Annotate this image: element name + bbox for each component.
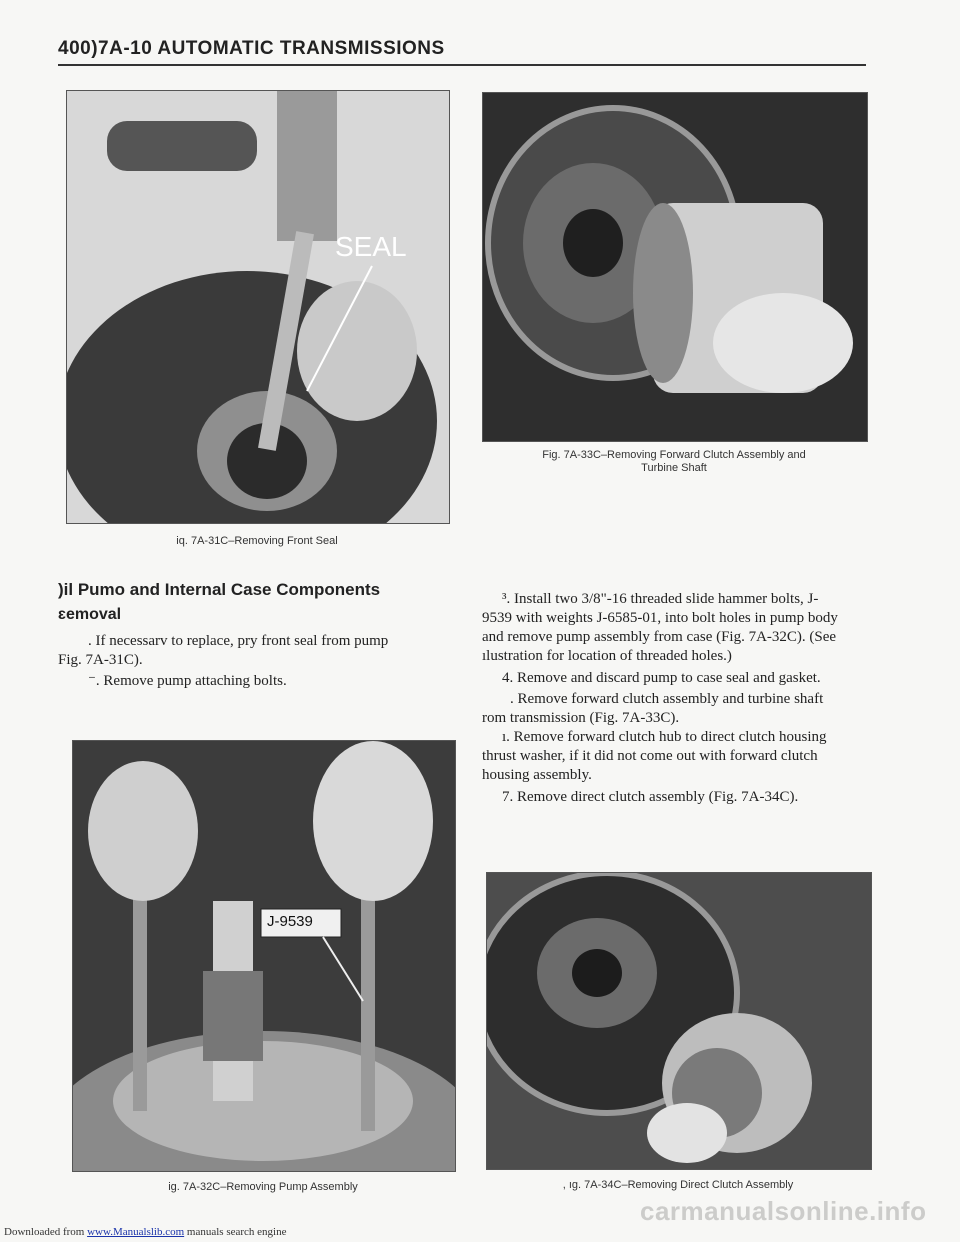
tool-label-j9539: J-9539 bbox=[267, 913, 313, 930]
page-header: 400)7A-10 AUTOMATIC TRANSMISSIONS bbox=[58, 38, 445, 59]
photo-removing-direct-clutch bbox=[486, 872, 872, 1170]
footer-suffix: manuals search engine bbox=[184, 1226, 287, 1238]
photo-removing-front-seal bbox=[66, 90, 450, 524]
right-step-6-line3: housing assembly. bbox=[482, 767, 592, 783]
seal-label: SEAL bbox=[335, 231, 407, 262]
header-rule bbox=[58, 64, 866, 66]
right-step-7: 7. Remove direct clutch assembly (Fig. 7A-34C). bbox=[502, 789, 799, 805]
right-step-6-line2: thrust washer, if it did not come out with forward clutch bbox=[482, 748, 818, 764]
footer-prefix: Downloaded from bbox=[4, 1226, 88, 1238]
right-step-3-line3: and remove pump assembly from case (Fig. 7A-32C). (See bbox=[482, 629, 837, 645]
watermark: carmanualsonline.info bbox=[640, 1196, 927, 1226]
right-step-4: 4. Remove and discard pump to case seal and gasket. bbox=[502, 670, 821, 686]
section-subheading: ɛemoval bbox=[58, 606, 122, 623]
pump-removal-illustration bbox=[73, 741, 455, 1171]
right-step-3-line1: ³. Install two 3/8"-16 threaded slide hammer bolts, J- bbox=[502, 591, 819, 607]
right-step-5-line1: . Remove forward clutch assembly and turbine shaft bbox=[510, 691, 824, 707]
figure-caption-33c-line2: Turbine Shaft bbox=[641, 462, 707, 474]
right-step-3-line2: 9539 with weights J-6585-01, into bolt holes in pump body bbox=[482, 610, 838, 626]
figure-caption-31c: iq. 7A-31C–Removing Front Seal bbox=[176, 535, 338, 547]
forward-clutch-illustration bbox=[483, 93, 867, 441]
photo-removing-forward-clutch bbox=[482, 92, 868, 442]
left-step-1-line2: Fig. 7A-31C). bbox=[58, 652, 143, 668]
download-footer bbox=[4, 1226, 286, 1238]
figure-caption-32c: ig. 7A-32C–Removing Pump Assembly bbox=[168, 1181, 358, 1193]
direct-clutch-illustration bbox=[487, 873, 871, 1169]
right-step-5-line2: rom transmission (Fig. 7A-33C). bbox=[482, 710, 680, 726]
figure-caption-34c: , ıg. 7A-34C–Removing Direct Clutch Assembly bbox=[562, 1179, 794, 1191]
right-step-3-line4: ılustration for location of threaded holes.) bbox=[482, 648, 732, 664]
right-step-6-line1: ı. Remove forward clutch hub to direct clutch housing bbox=[502, 729, 827, 745]
photo-removing-pump bbox=[72, 740, 456, 1172]
section-heading: )il Pumo and Internal Case Components bbox=[58, 580, 381, 599]
footer-link[interactable]: www.Manualslib.com bbox=[87, 1226, 185, 1238]
left-step-2: ⁻. Remove pump attaching bolts. bbox=[88, 673, 287, 689]
left-step-1-line1: . If necessarv to replace, pry front seal from pump bbox=[88, 633, 389, 649]
front-seal-illustration bbox=[67, 91, 449, 523]
figure-caption-33c-line1: Fig. 7A-33C–Removing Forward Clutch Assembly and bbox=[542, 449, 806, 461]
